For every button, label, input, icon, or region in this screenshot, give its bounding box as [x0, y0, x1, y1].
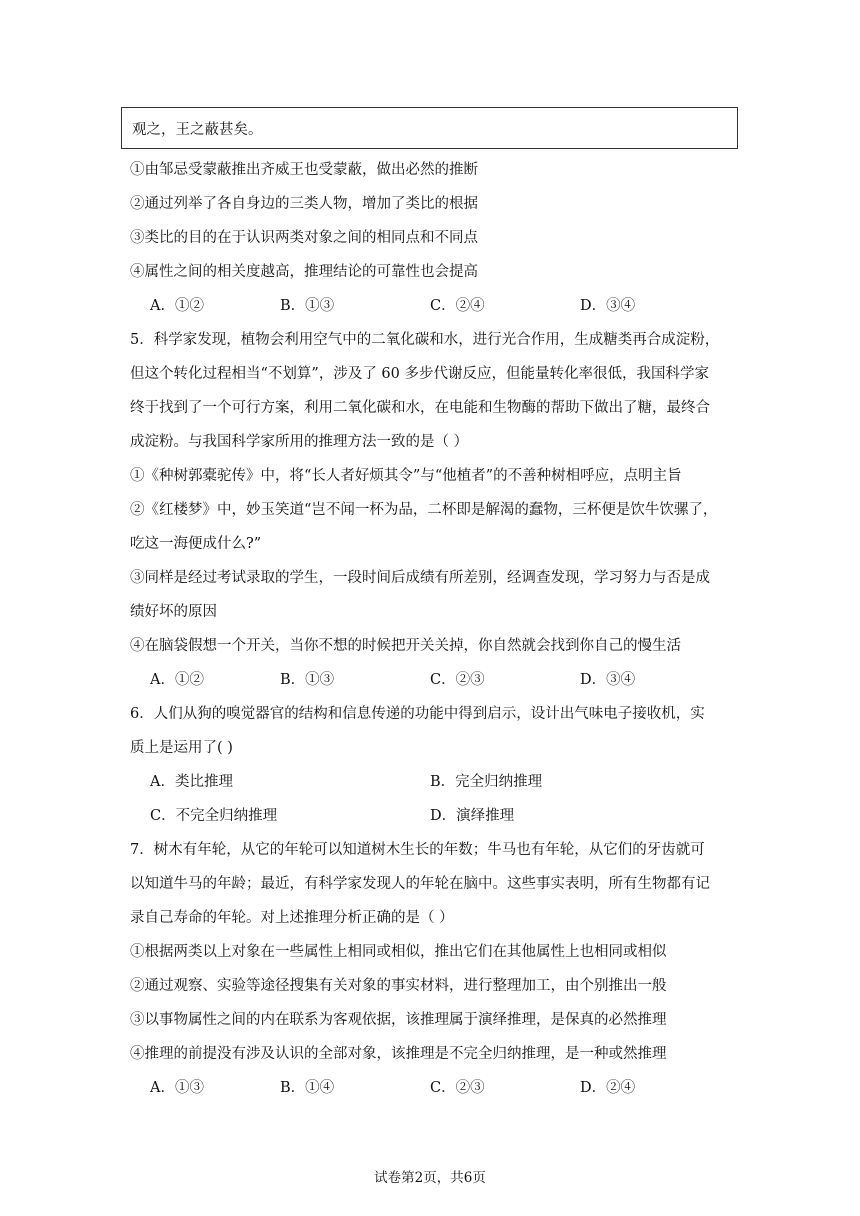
q6-option-b[interactable]: B．完全归纳推理 — [430, 774, 543, 790]
q4-statement-3: ③类比的目的在于认识两类对象之间的相同点和不同点 — [130, 230, 478, 246]
q5-statement-3-cont: 绩好坏的原因 — [130, 604, 217, 620]
q7-statement-4: ④推理的前提没有涉及认识的全部对象，该推理是不完全归纳推理，是一种或然推理 — [130, 1046, 667, 1062]
q7-option-b[interactable]: B．①④ — [280, 1080, 335, 1096]
q5-statement-2: ②《红楼梦》中，妙玉笑道“岂不闻一杯为品，二杯即是解渴的蠢物，三杯便是饮牛饮骡了， — [130, 502, 718, 518]
q4-option-c[interactable]: C．②④ — [430, 298, 485, 314]
q5-option-d[interactable]: D．③④ — [580, 672, 636, 688]
q6-option-a[interactable]: A．类比推理 — [150, 774, 233, 790]
q6-option-d[interactable]: D．演绎推理 — [430, 808, 515, 824]
q4-option-b[interactable]: B．①③ — [280, 298, 335, 314]
quote-box — [121, 107, 738, 149]
q5-option-a[interactable]: A．①② — [150, 672, 204, 688]
q5-stem-line-1: 5．科学家发现，植物会利用空气中的二氧化碳和水，进行光合作用，生成糖类再合成淀粉， — [130, 332, 720, 348]
q4-option-a[interactable]: A．①② — [150, 298, 204, 314]
q7-option-c[interactable]: C．②③ — [430, 1080, 485, 1096]
q6-option-c[interactable]: C．不完全归纳推理 — [150, 808, 278, 824]
q7-option-a[interactable]: A．①③ — [150, 1080, 204, 1096]
q5-stem-line-2: 但这个转化过程相当“不划算”，涉及了 60 多步代谢反应，但能量转化率很低，我国科学家 — [130, 366, 709, 382]
q7-option-d[interactable]: D．②④ — [580, 1080, 636, 1096]
q5-statement-2-cont: 吃这一海便成什么?” — [130, 536, 262, 552]
q7-statement-1: ①根据两类以上对象在一些属性上相同或相似，推出它们在其他属性上也相同或相似 — [130, 944, 667, 960]
q4-statement-4: ④属性之间的相关度越高，推理结论的可靠性也会提高 — [130, 264, 478, 280]
q4-statement-1: ①由邹忌受蒙蔽推出齐威王也受蒙蔽，做出必然的推断 — [130, 162, 478, 178]
q5-stem-line-3: 终于找到了一个可行方案，利用二氧化碳和水，在电能和生物酶的帮助下做出了糖，最终合 — [130, 400, 710, 416]
q6-stem-line-2: 质上是运用了( ) — [130, 740, 233, 756]
q4-statement-2: ②通过列举了各自身边的三类人物，增加了类比的根据 — [130, 196, 478, 212]
q5-statement-4: ④在脑袋假想一个开关，当你不想的时候把开关关掉，你自然就会找到你自己的慢生活 — [130, 638, 681, 654]
q7-stem-line-3: 录自己寿命的年轮。对上述推理分析正确的是（ ） — [130, 910, 454, 926]
page-footer: 试卷第2页，共6页 — [374, 1170, 486, 1186]
quote-text: 观之，王之蔽甚矣。 — [132, 122, 263, 138]
q5-option-b[interactable]: B．①③ — [280, 672, 335, 688]
q5-statement-1: ①《种树郭橐驼传》中，将“长人者好烦其令”与“他植者”的不善种树相呼应，点明主旨 — [130, 468, 682, 484]
q5-option-c[interactable]: C．②③ — [430, 672, 485, 688]
q7-stem-line-2: 以知道牛马的年龄；最近，有科学家发现人的年轮在脑中。这些事实表明，所有生物都有记 — [130, 876, 710, 892]
q7-statement-3: ③以事物属性之间的内在联系为客观依据，该推理属于演绎推理，是保真的必然推理 — [130, 1012, 667, 1028]
q4-option-d[interactable]: D．③④ — [580, 298, 636, 314]
q5-statement-3: ③同样是经过考试录取的学生，一段时间后成绩有所差别，经调查发现，学习努力与否是成 — [130, 570, 710, 586]
q7-stem-line-1: 7．树木有年轮，从它的年轮可以知道树木生长的年数；牛马也有年轮，从它们的牙齿就可 — [130, 842, 705, 858]
q7-statement-2: ②通过观察、实验等途径搜集有关对象的事实材料，进行整理加工，由个别推出一般 — [130, 978, 667, 994]
q6-stem-line-1: 6．人们从狗的嗅觉器官的结构和信息传递的功能中得到启示，设计出气味电子接收机，实 — [130, 706, 705, 722]
q5-stem-line-4: 成淀粉。与我国科学家所用的推理方法一致的是（ ） — [130, 434, 469, 450]
